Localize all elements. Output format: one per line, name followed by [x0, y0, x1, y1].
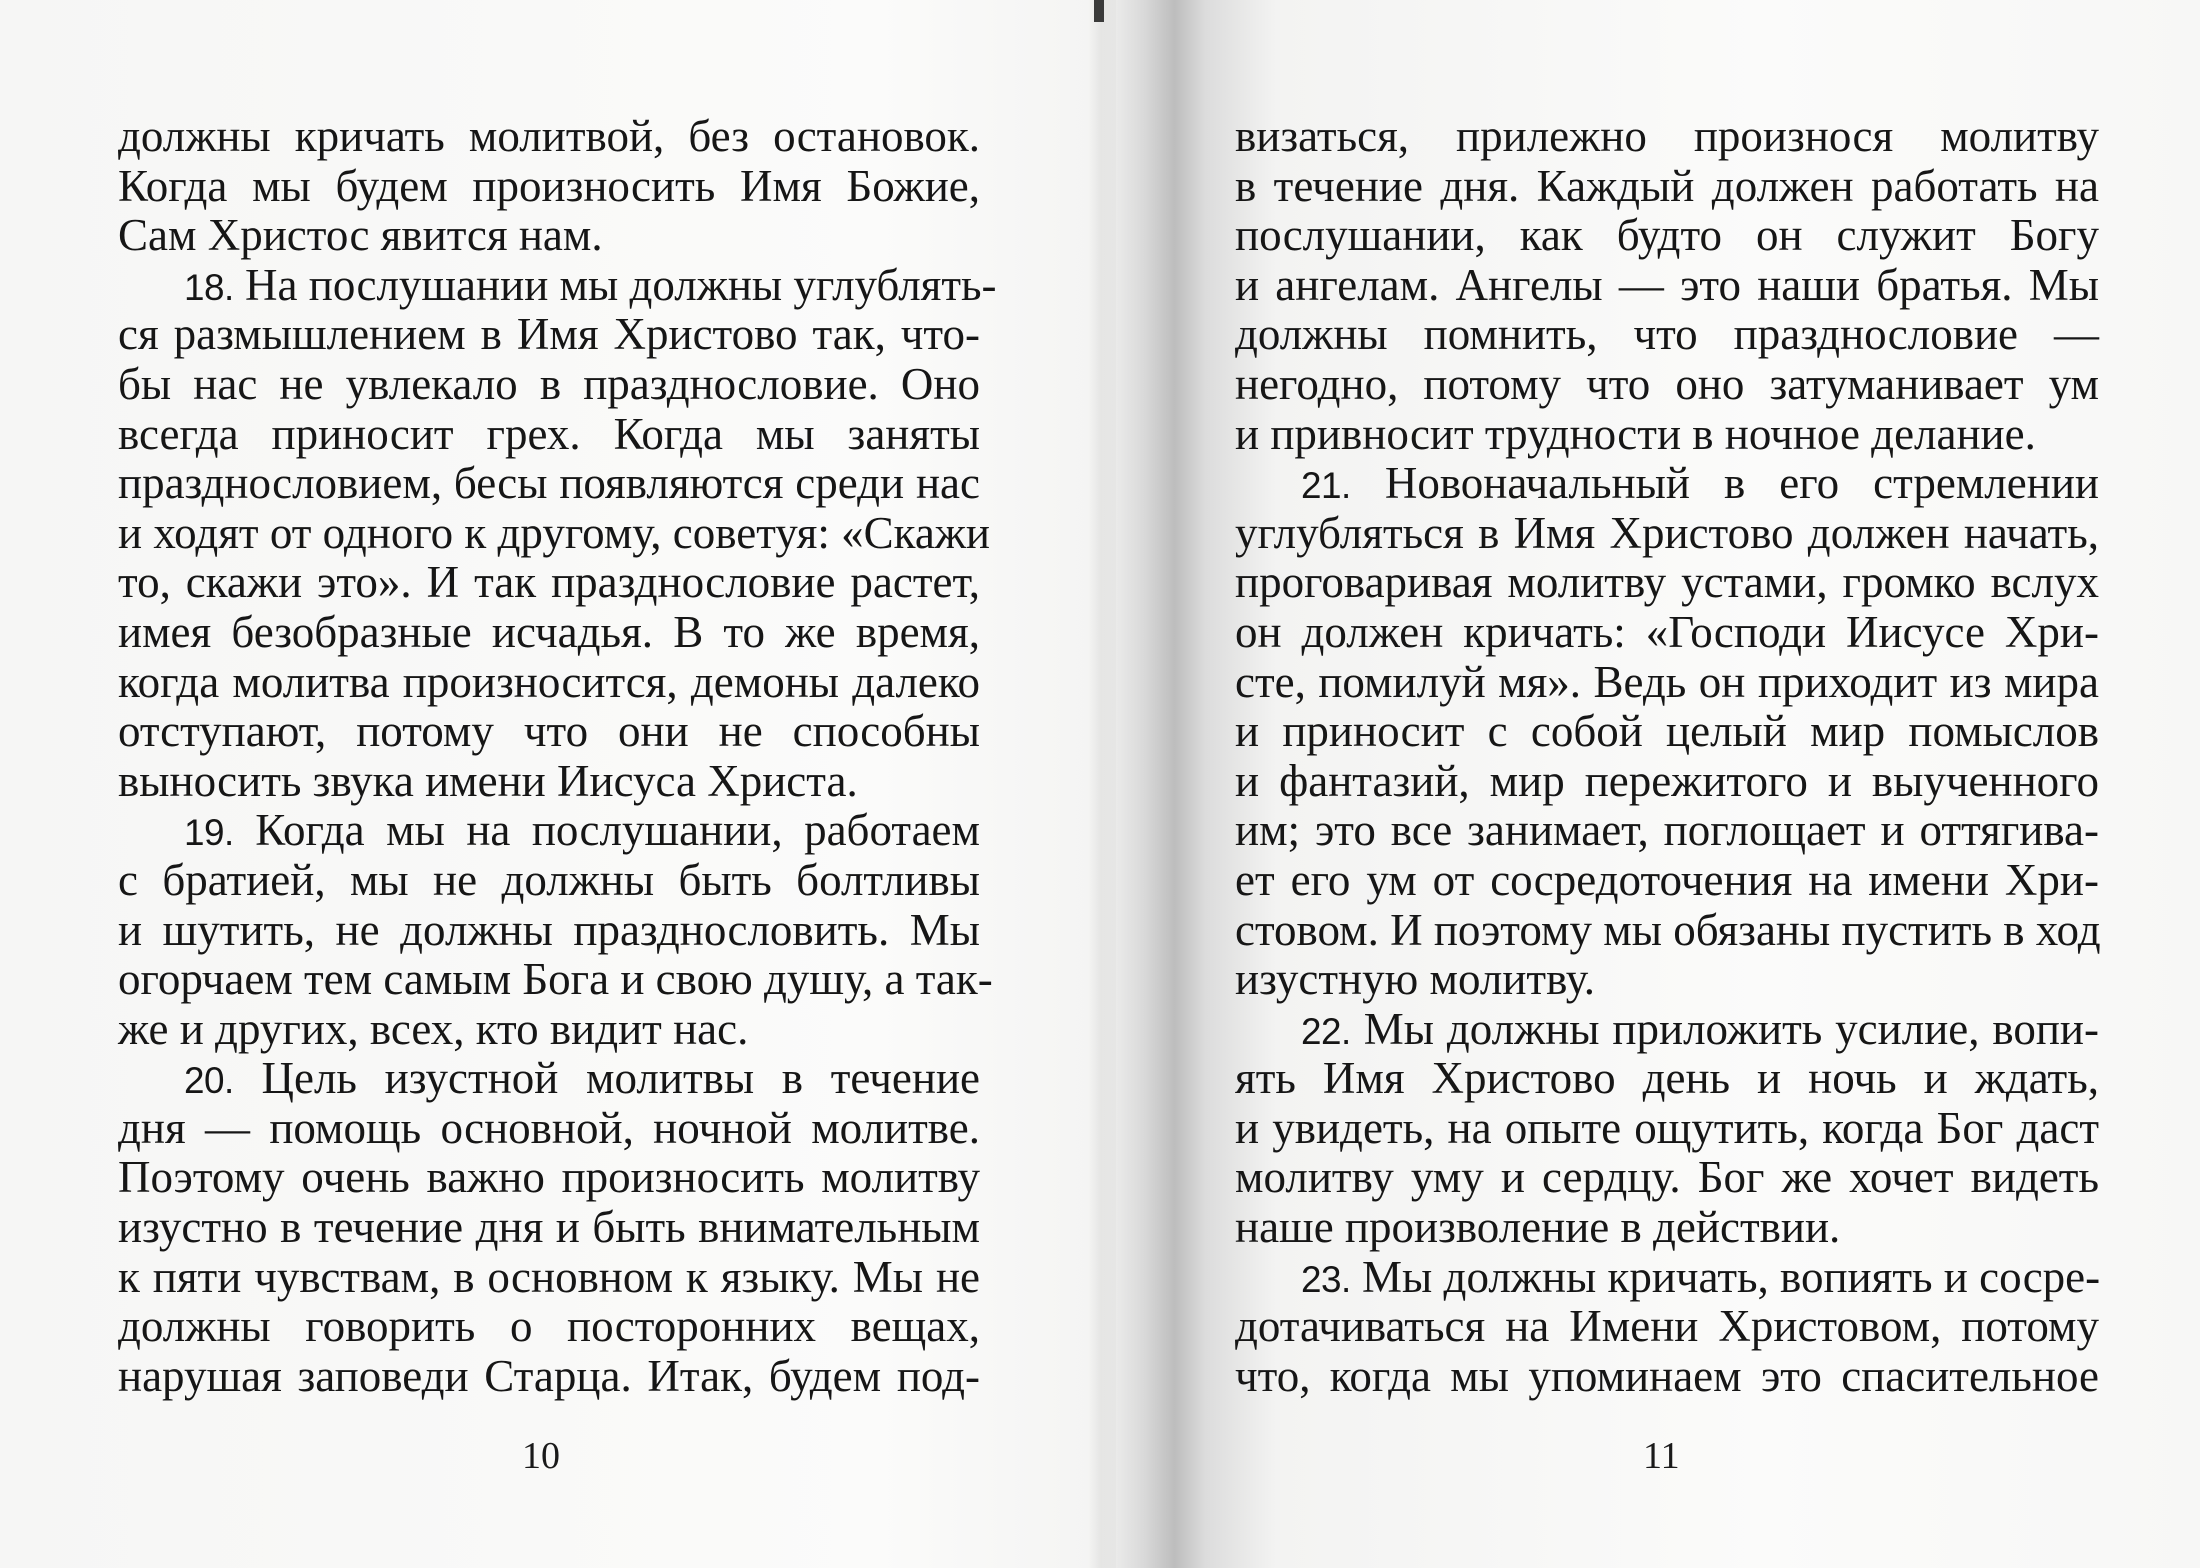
text-line: то, скажи это». И так празднословие растет,	[118, 557, 980, 608]
paragraph-number: 18.	[184, 266, 234, 308]
text-line: что, когда мы упоминаем это спасительное	[1235, 1350, 2099, 1401]
text-fragment: На послушании мы должны углублять-	[245, 259, 997, 310]
text-line: всегда приносит грех. Когда мы заняты	[118, 408, 980, 459]
text-line: негодно, потому что оно затуманивает ум	[1235, 358, 2099, 409]
paragraph-number: 23.	[1301, 1258, 1351, 1300]
text-line-first	[118, 1054, 980, 1104]
text-line: к пяти чувствам, в основном к языку. Мы не	[118, 1251, 980, 1302]
text-line: и приносит с собой целый мир помыслов	[1235, 706, 2099, 757]
right-page	[1235, 112, 2099, 1401]
text-line: молитву уму и сердцу. Бог же хочет видеть	[1235, 1152, 2099, 1203]
left-page	[118, 111, 997, 1401]
text-line: и привносит трудности в ночное делание.	[1235, 408, 2036, 459]
paragraph-number: 21.	[1301, 465, 1351, 507]
page-number: 11	[1643, 1435, 1680, 1477]
text-line: нарушая заповеди Старца. Итак, будем под-	[118, 1350, 980, 1401]
text-line: в течение дня. Каждый должен работать на	[1235, 160, 2099, 211]
paragraph-23	[1235, 1253, 2099, 1402]
text-line: он должен кричать: «Господи Иисусе Хри-	[1235, 606, 2099, 657]
text-line: Поэтому очень важно произносить молитву	[118, 1152, 980, 1203]
spine-mark	[1094, 0, 1104, 22]
text-line: должны говорить о посторонних вещах,	[118, 1301, 980, 1352]
text-line: и ходят от одного к другому, советуя: «Скажи	[118, 507, 990, 558]
paragraph-19	[118, 805, 993, 1054]
paragraph-number: 20.	[184, 1060, 234, 1102]
paragraph-21	[1235, 459, 2099, 1005]
text-line: бы нас не увлекало в празднословие. Оно	[118, 358, 980, 409]
text-line: когда молитва произносится, демоны далеко	[118, 656, 980, 707]
text-line: празднословием, бесы появляются среди нас	[118, 458, 980, 509]
book-gutter	[1088, 0, 1116, 1568]
page-number: 10	[522, 1435, 560, 1477]
text-line: и увидеть, на опыте ощутить, когда Бог даст	[1235, 1102, 2099, 1153]
paragraph-continued	[1235, 112, 2099, 459]
text-line-first	[1235, 459, 2099, 509]
text-line: должны помнить, что празднословие —	[1235, 309, 2099, 360]
text-line: же и других, всех, кто видит нас.	[118, 1003, 749, 1054]
text-line: с братией, мы не должны быть болтливы	[118, 854, 980, 905]
text-fragment: Новоначальный в его стремлении	[1384, 458, 2099, 509]
text-line: наше произволение в действии.	[1235, 1202, 1841, 1253]
text-line-first	[118, 806, 980, 856]
text-line: ся размышлением в Имя Христово так, что-	[118, 309, 980, 360]
text-fragment: Мы должны кричать, вопиять и сосре-	[1362, 1251, 2101, 1302]
text-fragment: Мы должны приложить усилие, вопи-	[1363, 1003, 2099, 1054]
text-line-first	[118, 259, 997, 311]
text-line: должны кричать молитвой, без остановок.	[118, 111, 980, 161]
paragraph-22	[1235, 1005, 2099, 1253]
paragraph-18	[118, 259, 997, 807]
text-line: отступают, потому что они не способны	[118, 706, 980, 757]
text-line: дотачиваться на Имени Христовом, потому	[1235, 1301, 2099, 1352]
text-line: имея безобразные исчадья. В то же время,	[118, 606, 980, 657]
paragraph-number: 22.	[1301, 1010, 1351, 1052]
text-line: сте, помилуй мя». Ведь он приходит из мира	[1235, 656, 2099, 707]
text-line: и шутить, не должны празднословить. Мы	[118, 904, 980, 955]
text-line: выносить звука имени Иисуса Христа.	[118, 755, 858, 806]
paragraph-number: 19.	[184, 812, 234, 854]
text-fragment: Когда мы на послушании, работаем	[255, 805, 980, 856]
text-line: Сам Христос явится нам.	[118, 210, 603, 261]
text-line: изустную молитву.	[1235, 954, 1596, 1005]
text-line: изустно в течение дня и быть внимательным	[118, 1202, 980, 1253]
text-line: ет его ум от сосредоточения на имени Хри-	[1235, 854, 2099, 905]
text-line: им; это все занимает, поглощает и оттягива-	[1235, 805, 2099, 856]
text-line: и ангелам. Ангелы — это наши братья. Мы	[1235, 259, 2099, 310]
text-line: стовом. И поэтому мы обязаны пустить в ход	[1235, 904, 2101, 955]
text-line-first	[1235, 1253, 2099, 1303]
paragraph-20	[118, 1054, 980, 1401]
text-line: визаться, прилежно произнося молитву	[1235, 111, 2099, 161]
text-line: послушании, как будто он служит Богу	[1235, 210, 2099, 261]
text-line: Когда мы будем произносить Имя Божие,	[118, 160, 980, 211]
text-line: углубляться в Имя Христово должен начать,	[1235, 507, 2099, 558]
text-line: проговаривая молитву устами, громко вслух	[1235, 557, 2099, 608]
text-line: и фантазий, мир пережитого и выученного	[1235, 755, 2099, 806]
text-line: дня — помощь основной, ночной молитве.	[118, 1102, 980, 1153]
paragraph-continued	[118, 112, 980, 261]
text-line: ять Имя Христово день и ночь и ждать,	[1235, 1053, 2099, 1104]
text-line-first	[1235, 1005, 2099, 1055]
text-fragment: Цель изустной молитвы в течение	[261, 1053, 981, 1104]
text-line: огорчаем тем самым Бога и свою душу, а так-	[118, 954, 993, 1005]
